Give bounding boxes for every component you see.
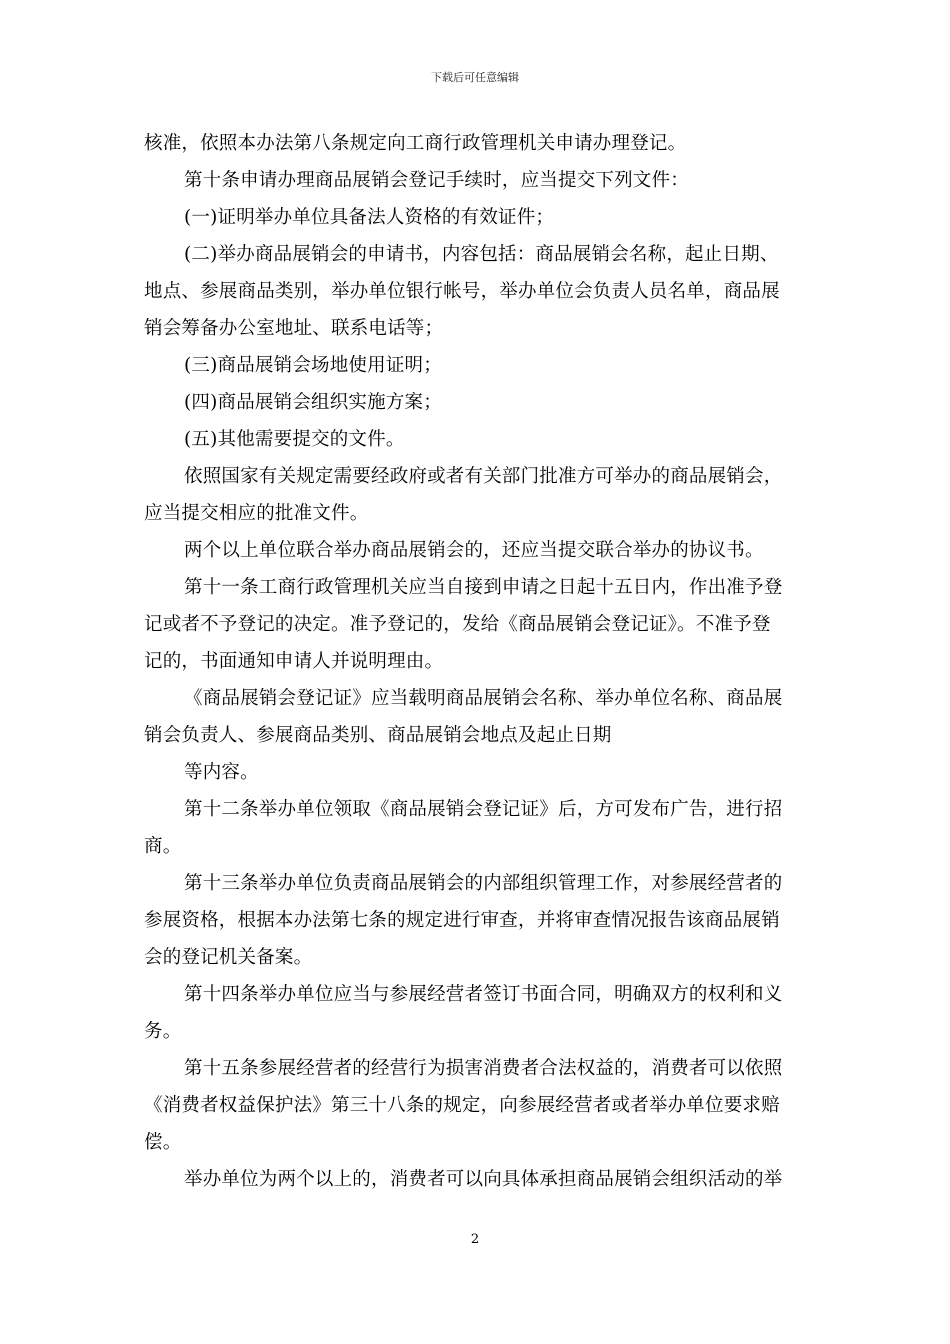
text-line: 应当提交相应的批准文件。 xyxy=(144,503,369,524)
text-line: (二)举办商品展销会的申请书，内容包括：商品展销会名称，起止日期、 xyxy=(184,244,779,265)
text-line: 《消费者权益保护法》第三十八条的规定，向参展经营者或者举办单位要求赔 xyxy=(144,1095,780,1116)
text-line: 第十二条举办单位领取《商品展销会登记证》后，方可发布广告，进行招 xyxy=(184,799,783,820)
text-line: 务。 xyxy=(144,1021,182,1042)
text-line: 会的登记机关备案。 xyxy=(144,947,313,968)
text-line: 等内容。 xyxy=(184,762,259,783)
text-line: 第十五条参展经营者的经营行为损害消费者合法权益的，消费者可以依照 xyxy=(184,1058,783,1079)
text-line: 两个以上单位联合举办商品展销会的，还应当提交联合举办的协议书。 xyxy=(184,540,764,561)
text-line: 举办单位为两个以上的，消费者可以向具体承担商品展销会组织活动的举 xyxy=(184,1169,783,1190)
text-line: 记或者不予登记的决定。准予登记的，发给《商品展销会登记证》。不准予登 xyxy=(144,614,771,635)
text-line: 记的，书面通知申请人并说明理由。 xyxy=(144,651,444,672)
text-line: 第十四条举办单位应当与参展经营者签订书面合同，明确双方的权利和义 xyxy=(184,984,783,1005)
text-line: 第十三条举办单位负责商品展销会的内部组织管理工作，对参展经营者的 xyxy=(184,873,783,894)
text-line: 第十一条工商行政管理机关应当自接到申请之日起十五日内，作出准予登 xyxy=(184,577,783,598)
text-line: (三)商品展销会场地使用证明； xyxy=(184,355,442,376)
text-line: 销会负责人、参展商品类别、商品展销会地点及起止日期 xyxy=(144,725,612,746)
text-line: (四)商品展销会组织实施方案； xyxy=(184,392,442,413)
text-line: 地点、参展商品类别，举办单位银行帐号，举办单位会负责人员名单，商品展 xyxy=(144,281,780,302)
text-line: 《商品展销会登记证》应当载明商品展销会名称、举办单位名称、商品展 xyxy=(184,688,783,709)
text-line: 商。 xyxy=(144,836,182,857)
text-line: 偿。 xyxy=(144,1132,182,1153)
text-line: 依照国家有关规定需要经政府或者有关部门批准方可举办的商品展销会， xyxy=(184,466,783,487)
page-number: 2 xyxy=(470,1232,480,1247)
text-line: 销会筹备办公室地址、联系电话等； xyxy=(144,318,444,339)
text-line: (一)证明举办单位具备法人资格的有效证件； xyxy=(184,207,555,228)
text-line: 参展资格，根据本办法第七条的规定进行审查，并将审查情况报告该商品展销 xyxy=(144,910,780,931)
text-line: 核准，依照本办法第八条规定向工商行政管理机关申请办理登记。 xyxy=(144,133,687,154)
text-line: (五)其他需要提交的文件。 xyxy=(184,429,405,450)
document-body xyxy=(144,125,808,1198)
page-header: 下载后可任意编辑 xyxy=(431,71,519,84)
text-line: 第十条申请办理商品展销会登记手续时，应当提交下列文件： xyxy=(184,170,689,191)
